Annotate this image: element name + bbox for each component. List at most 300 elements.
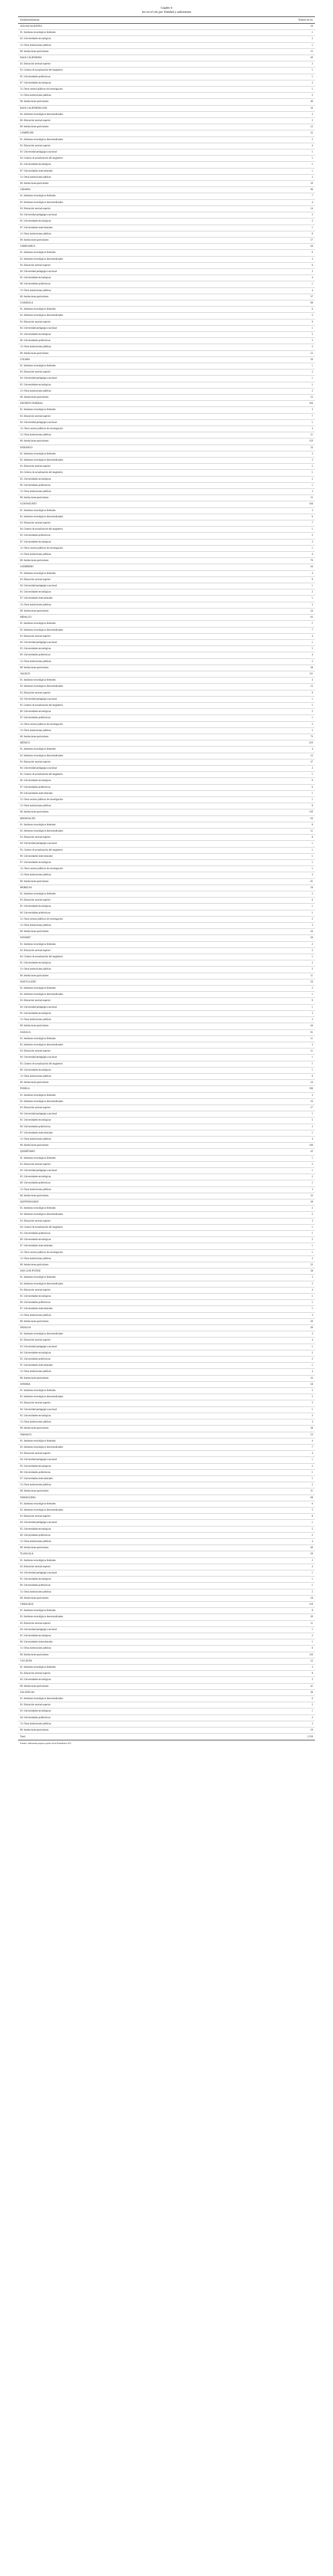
subsystem-label: 02. Educación normal superior [18,1337,231,1344]
subsystem-label: 03. Educación normal superior [18,369,231,376]
subsystem-label: 04. Universidades tecnológicas [18,1677,231,1683]
subsystem-row [18,992,315,998]
subsystem-count: 3 [231,256,315,262]
subsystem-row [18,677,315,684]
subsystem-row [18,1218,315,1224]
state-name: NAYARIT [18,935,231,941]
subsystem-row [18,822,315,828]
subsystem-label: 06. Universidades politécnicas [18,338,231,344]
state-name: CHIAPAS [18,187,231,193]
subsystem-label: 01. Institutos tecnológicos federales [18,1501,231,1507]
subsystem-label: 05. Universidades tecnológicas [18,960,231,967]
subsystem-label: 05. Universidades tecnológicas [18,162,231,168]
subsystem-row [18,1117,315,1124]
subsystem-label: 04. Universidad pedagógica nacional [18,212,231,218]
subsystem-label: 03. Universidades tecnológicas [18,1708,231,1715]
subsystem-count: 4 [231,652,315,658]
subsystem-count: 11 [231,432,315,438]
subsystem-label: 08. Instituciones particulares [18,929,231,935]
subsystem-label: 04. Universidad pedagógica nacional [18,639,231,646]
subsystem-label: 01. Institutos tecnológicos federales [18,1092,231,1098]
subsystem-label: 05. Universidades politécnicas [18,533,231,539]
subsystem-row [18,93,315,99]
subsystem-row [18,156,315,162]
subsystem-row [18,394,315,400]
subsystem-label: 08. Instituciones particulares [18,1143,231,1149]
subsystem-label: 03. Educación normal superior [18,1287,231,1293]
subsystem-row [18,457,315,464]
subsystem-label: 05. Universidades tecnológicas [18,218,231,225]
subsystem-label: 08. Instituciones particulares [18,973,231,979]
subsystem-count: 9 [231,577,315,583]
subsystem-row [18,1193,315,1199]
subsystem-label: 03. Educación normal superior [18,947,231,954]
subsystem-count: 1 [231,30,315,36]
subsystem-label: 04. Universidad pedagógica nacional [18,1520,231,1526]
subsystem-row [18,268,315,275]
subsystem-label: 06. Universidades politécnicas [18,1583,231,1589]
subsystem-row [18,872,315,878]
subsystem-row [18,1715,315,1721]
subsystem-count: 6 [231,1501,315,1507]
subsystem-label: 12. Otros centros públicos de investigación [18,916,231,922]
state-name: AGUASCALIENTES [18,24,231,30]
subsystem-label: 13. Otras instituciones públicas [18,1589,231,1595]
subsystem-count: 9 [231,690,315,696]
subsystem-label: 02. Universidades tecnológicas [18,36,231,42]
subsystem-row [18,866,315,872]
state-row [18,671,315,677]
subsystem-count: 5 [231,1117,315,1124]
subsystem-row [18,111,315,117]
subsystem-count: 1 [231,1626,315,1633]
subsystem-row [18,558,315,564]
subsystem-count: 1 [231,772,315,778]
subsystem-label: 07. Universidades interculturales [18,1363,231,1369]
subsystem-count: 2 [231,916,315,922]
subsystem-row [18,1451,315,1457]
subsystem-count: 2 [231,1350,315,1356]
state-row [18,1495,315,1501]
state-name: DISTRITO FEDERAL [18,401,231,407]
subsystem-count: 2 [231,1589,315,1595]
subsystem-count: 44 [231,929,315,935]
subsystem-count: 1 [231,1344,315,1350]
subsystem-label: 04. Universidad pedagógica nacional [18,325,231,331]
subsystem-label: 05. Universidades tecnológicas [18,382,231,388]
subsystem-count: 1 [231,1294,315,1300]
subsystem-count: 2 [231,589,315,596]
subsystem-row [18,790,315,796]
state-total: 88 [231,300,315,306]
subsystem-label: 02. Institutos tecnológicos descentralizados [18,313,231,319]
subsystem-row [18,1206,315,1212]
subsystem-count: 6 [231,784,315,790]
subsystem-count: 2 [231,1463,315,1469]
subsystem-label: 01. Institutos tecnológicos federales [18,250,231,256]
subsystem-label: 04. Centros de actualización del magisterio [18,470,231,476]
subsystem-row [18,514,315,520]
subsystem-label: 08. Instituciones particulares [18,495,231,501]
subsystem-label: 07. Universidades tecnológicas [18,860,231,866]
subsystem-label: 01. Institutos tecnológicos federales [18,30,231,36]
state-name: CHIHUAHUA [18,244,231,250]
subsystem-row [18,828,315,835]
subsystem-label: 01. Institutos tecnológicos federales [18,407,231,413]
subsystem-row [18,1406,315,1413]
state-name: COAHUILA [18,300,231,306]
subsystem-row [18,1545,315,1551]
subsystem-label: 03. Educación normal superior [18,206,231,212]
subsystem-label: 01. Institutos tecnológicos federales [18,1155,231,1161]
subsystem-row [18,407,315,413]
subsystem-row [18,1702,315,1708]
subsystem-label: 03. Universidad pedagógica nacional [18,1344,231,1350]
subsystem-label: 04. Universidad pedagógica nacional [18,1167,231,1174]
subsystem-row [18,577,315,583]
subsystem-label: 08. Instituciones particulares [18,1262,231,1268]
subsystem-row [18,250,315,256]
subsystem-count: 1 [231,1476,315,1482]
subsystem-count: 5 [231,1400,315,1406]
subsystem-label: 01. Institutos tecnológicos federales [18,193,231,199]
subsystem-row [18,1665,315,1671]
subsystem-count: 3 [231,1124,315,1130]
subsystem-label: 03. Educación normal superior [18,1514,231,1520]
subsystem-label: 07. Universidades interculturales [18,1306,231,1312]
state-name: SAN LUIS POTOSÍ [18,1268,231,1275]
subsystem-count: 2 [231,80,315,86]
subsystem-count: 1 [231,853,315,859]
subsystem-count: 3 [231,1721,315,1727]
subsystem-label: 06. Universidades interculturales [18,1639,231,1646]
subsystem-row [18,313,315,319]
subsystem-row [18,1413,315,1419]
subsystem-row [18,759,315,765]
state-total: 219 [231,740,315,747]
state-row [18,300,315,306]
subsystem-count: 3 [231,1312,315,1318]
subsystem-row [18,853,315,859]
subsystem-row [18,464,315,470]
subsystem-label: 13. Otras instituciones públicas [18,1073,231,1079]
subsystem-count: 3 [231,923,315,929]
subsystem-label: 03. Educación normal superior [18,577,231,583]
subsystem-row [18,482,315,488]
subsystem-row [18,1608,315,1614]
subsystem-count: 1 [231,1520,315,1526]
subsystem-count: 2 [231,1017,315,1023]
subsystem-row [18,67,315,74]
subsystem-label: 02. Institutos tecnológicos descentralizados [18,256,231,262]
subsystem-row [18,1017,315,1023]
state-name: GUANAJUATO [18,501,231,507]
subsystem-count: 2 [231,1206,315,1212]
subsystem-label: 08. Instituciones particulares [18,48,231,55]
state-name: MICHOACÁN [18,816,231,822]
state-name: YUCATÁN [18,1658,231,1664]
subsystem-row [18,1614,315,1620]
subsystem-count: 8 [231,1514,315,1520]
subsystem-row [18,552,315,558]
subsystem-count: 2 [231,111,315,117]
subsystem-row [18,633,315,639]
subsystem-count: 5 [231,331,315,337]
document-page [18,0,315,1744]
subsystem-row [18,709,315,715]
subsystem-count: 5 [231,646,315,652]
subsystem-count: 3 [231,1256,315,1262]
state-name: TABASCO [18,1432,231,1438]
subsystem-label: 02. Educación normal superior [18,61,231,67]
subsystem-label: 06. Universidades politécnicas [18,1124,231,1130]
state-total: 59 [231,885,315,891]
subsystem-label: 04. Universidad pedagógica nacional [18,1626,231,1633]
subsystem-label: 03. Educación normal superior [18,897,231,904]
subsystem-row [18,30,315,36]
caption-title: Ies en el ciie por Entidad y subsistema [142,10,191,14]
subsystem-row [18,1639,315,1646]
subsystem-row [18,1098,315,1105]
subsystem-row [18,734,315,740]
subsystem-count: 1 [231,1067,315,1073]
subsystem-label: 13. Otras instituciones públicas [18,42,231,48]
subsystem-row [18,639,315,646]
subsystem-count: 3 [231,1665,315,1671]
subsystem-count: 1 [231,1406,315,1413]
subsystem-label: 04. Universidad pedagógica nacional [18,765,231,771]
subsystem-label: 01. Institutos tecnológicos federales [18,822,231,828]
subsystem-row [18,923,315,929]
state-total: 49 [231,1325,315,1331]
subsystem-count: 5 [231,1702,315,1708]
subsystem-label: 02. Institutos tecnológicos descentralizados [18,1042,231,1048]
subsystem-label: 12. Otros centros públicos de investigación [18,721,231,727]
subsystem-count: 1 [231,1130,315,1136]
state-total: 61 [231,1029,315,1036]
subsystem-label: 12. Otros centros públicos de investigación [18,545,231,551]
subsystem-row [18,860,315,866]
subsystem-row [18,1488,315,1495]
state-name: COLIMA [18,357,231,363]
state-name: NUEVO LEÓN [18,979,231,985]
subsystem-row [18,1721,315,1727]
state-row [18,1086,315,1092]
state-total: 33 [231,445,315,451]
subsystem-row [18,904,315,910]
subsystem-count: 6 [231,897,315,904]
subsystem-count: 40 [231,1545,315,1551]
state-row [18,24,315,30]
subsystem-count: 1 [231,470,315,476]
subsystem-label: 12. Otras centros públicos de investigación [18,87,231,93]
subsystem-count: 1 [231,910,315,916]
subsystem-count: 6 [231,307,315,313]
subsystem-label: 01. Institutos tecnológicos descentralizados [18,137,231,143]
subsystem-label: 05. Universidades tecnológicas [18,904,231,910]
subsystem-label: 13. Otras instituciones públicas [18,727,231,734]
state-name: ZACATECAS [18,1689,231,1696]
subsystem-count: 1 [231,168,315,174]
subsystem-count: 1 [231,1577,315,1583]
subsystem-row [18,143,315,149]
subsystem-row [18,1023,315,1029]
subsystem-row [18,589,315,596]
subsystem-row [18,476,315,482]
subsystem-count: 1 [231,841,315,847]
subsystem-label: 13. Otras instituciones públicas [18,1312,231,1318]
subsystem-row [18,1224,315,1230]
subsystem-row [18,1243,315,1249]
subsystem-count: 3 [231,407,315,413]
subsystem-row [18,570,315,577]
subsystem-count: 37 [231,759,315,765]
subsystem-label: 06. Universidades politécnicas [18,482,231,488]
subsystem-count: 1 [231,67,315,74]
subsystem-count: 4 [231,287,315,294]
subsystem-row [18,539,315,545]
subsystem-count: 8 [231,1608,315,1614]
subsystem-label: 01. Institutos tecnológicos federales [18,1665,231,1671]
subsystem-row [18,174,315,180]
subsystem-count: 18 [231,1595,315,1601]
subsystem-label: 04. Universidad pedagógica nacional [18,1111,231,1117]
subsystem-label: 08. Instituciones particulares [18,809,231,816]
subsystem-row [18,973,315,979]
subsystem-row [18,331,315,337]
subsystem-row [18,281,315,287]
subsystem-count: 1 [231,954,315,960]
subsystem-count: 3 [231,1042,315,1048]
subsystem-label: 05. Centros de actualización del magisterio [18,772,231,778]
subsystem-label: 01. Institutos tecnológicos federales [18,1388,231,1394]
state-name: VERACRUZ [18,1601,231,1607]
subsystem-row [18,325,315,331]
subsystem-row [18,1589,315,1595]
subsystem-row [18,784,315,790]
state-name: CAMPECHE [18,130,231,137]
subsystem-row [18,495,315,501]
subsystem-label: 03. Educación normal superior [18,262,231,268]
subsystem-row [18,1482,315,1488]
subsystem-label: 05. Universidades tecnológicas [18,1413,231,1419]
subsystem-row [18,124,315,130]
subsystem-row [18,344,315,350]
subsystem-label: 05. Universidades politécnicas [18,1231,231,1237]
subsystem-count: 2 [231,967,315,973]
subsystem-label: 06. Educación normal superior [18,118,231,124]
subsystem-row [18,1671,315,1677]
subsystem-count: 12 [231,124,315,130]
subsystem-label: 01. Institutos tecnológicos descentralizados [18,1696,231,1702]
subsystem-count: 3 [231,426,315,432]
subsystem-label: 06. Universidades politécnicas [18,1180,231,1187]
subsystem-row [18,61,315,67]
subsystem-count: 9 [231,319,315,325]
subsystem-count: 2 [231,1212,315,1218]
subsystem-count: 8 [231,231,315,237]
subsystem-label: 13. Otras instituciones públicas [18,432,231,438]
subsystem-row [18,1155,315,1161]
subsystem-count: 11 [231,1036,315,1042]
subsystem-count: 1 [231,382,315,388]
subsystem-label: 08. Instituciones particulares [18,1193,231,1199]
subsystem-label: 07. Universidades interculturales [18,225,231,231]
subsystem-count: 1 [231,1231,315,1237]
subsystem-row [18,1061,315,1067]
subsystem-count: 2 [231,388,315,394]
caption-label: Cuadro 6 [160,6,173,10]
subsystem-count: 4 [231,552,315,558]
state-row [18,1325,315,1331]
state-total: 16 [231,105,315,111]
subsystem-count: 14 [231,206,315,212]
subsystem-count: 7 [231,520,315,527]
subsystem-label: 01. Institutos tecnológicos descentralizados [18,1331,231,1337]
subsystem-row [18,1124,315,1130]
subsystem-label: 13. Otras instituciones públicas [18,388,231,394]
subsystem-row [18,1501,315,1507]
subsystem-count: 1 [231,363,315,369]
subsystem-row [18,1595,315,1601]
state-row [18,935,315,941]
subsystem-row [18,1363,315,1369]
subsystem-count: 32 [231,1375,315,1381]
subsystem-label: 08. Instituciones particulares [18,124,231,130]
subsystem-row [18,545,315,551]
subsystem-label: 03. Educación normal superior [18,998,231,1004]
subsystem-label: 13. Otras instituciones públicas [18,872,231,878]
subsystem-count: 5 [231,313,315,319]
subsystem-row [18,1180,315,1187]
subsystem-count: 33 [231,1193,315,1199]
subsystem-row [18,1532,315,1538]
subsystem-count: 2 [231,1532,315,1538]
subsystem-row [18,715,315,721]
subsystem-label: 13. Otras instituciones públicas [18,1369,231,1375]
subsystem-row [18,1294,315,1300]
subsystem-row [18,438,315,445]
subsystem-label: 13. Otras instituciones públicas [18,658,231,665]
subsystem-count: 44 [231,1023,315,1029]
subsystem-label: 05. Universidades tecnológicas [18,1526,231,1532]
subsystem-row [18,847,315,853]
subsystem-row [18,1426,315,1432]
subsystem-row [18,1444,315,1450]
subsystem-count: 38 [231,1426,315,1432]
subsystem-row [18,1300,315,1306]
subsystem-count: 6 [231,514,315,520]
subsystem-row [18,1514,315,1520]
subsystem-label: 01. Institutos tecnológicos federales [18,1206,231,1212]
subsystem-count: 2 [231,61,315,67]
subsystem-count: 13 [231,394,315,400]
subsystem-row [18,1130,315,1136]
subsystem-row [18,727,315,734]
subsystem-label: 13. Otras instituciones públicas [18,231,231,237]
subsystem-label: 01. Institutos tecnológicos federales [18,363,231,369]
subsystem-count: 61 [231,878,315,885]
subsystem-label: 03. Educación normal superior [18,633,231,639]
subsystem-count: 2 [231,338,315,344]
subsystem-count: 13 [231,753,315,759]
subsystem-row [18,432,315,438]
subsystem-row [18,419,315,426]
subsystem-row [18,1520,315,1526]
subsystem-row [18,809,315,816]
subsystem-count: 1 [231,225,315,231]
subsystem-count: 3 [231,507,315,514]
